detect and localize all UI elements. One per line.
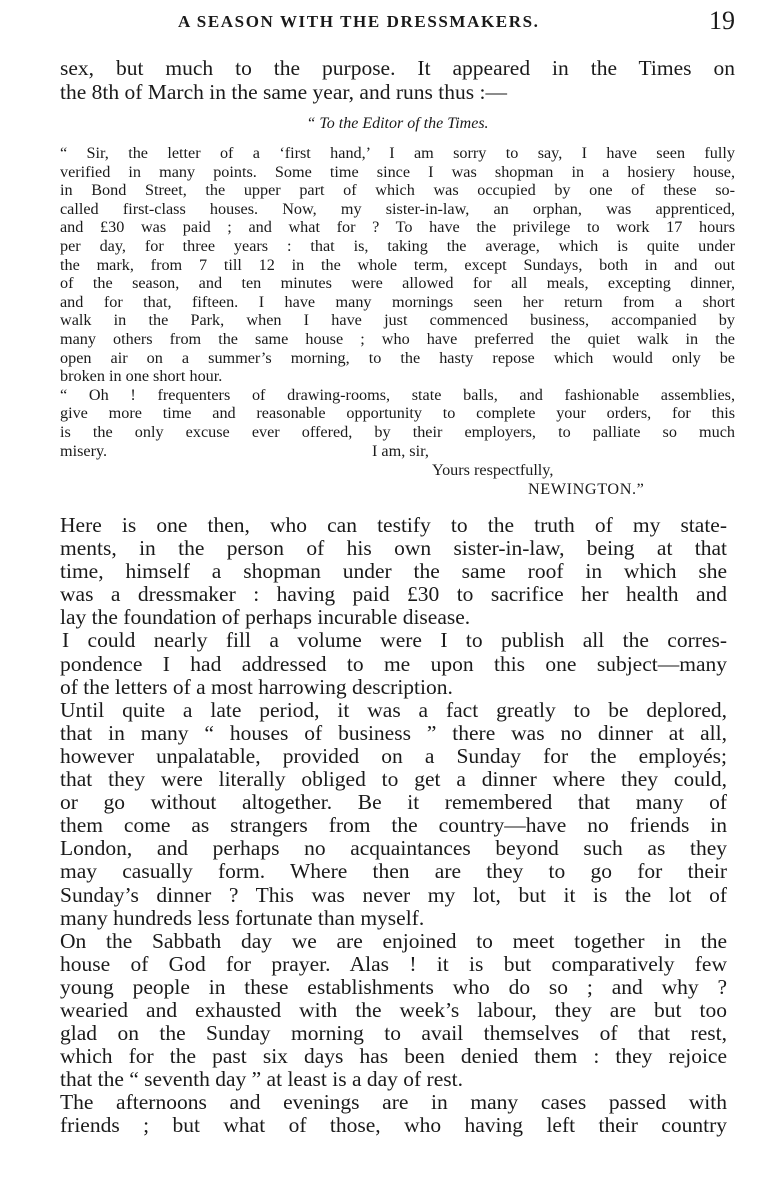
letter-line: broken in one short hour. [60,367,223,386]
body-line: that they were literally obliged to get a dinner where they could, [60,768,727,792]
letter-heading: “ To the Editor of the Times. [306,115,489,132]
letter-signature: NEWINGTON.” [528,480,645,498]
body-line: however unpalatable, provided on a Sunday for the employés; [60,744,727,768]
body-line: that the “ seventh day ” at least is a day of rest. [60,1068,463,1092]
page-number: 19 [709,6,735,35]
letter-line: of the season, and ten minutes were allowed for all meals, excepting dinner, [60,274,735,293]
body-line: wearied and exhausted with the week’s labour, they are but too [60,998,727,1022]
body-line: house of God for prayer. Alas ! it is but comparatively few [60,952,727,976]
body-line: lay the foundation of perhaps incurable disease. [60,606,471,630]
letter-line: in Bond Street, the upper part of which was occupied by one of these so- [60,181,735,200]
letter-text [60,144,735,460]
body-line: glad on the Sunday morning to avail themselves of that rest, [60,1022,727,1046]
letter-line: is the only excuse ever offered, by their employers, to palliate so much [60,422,735,441]
letter-valediction: Yours respectfully, [432,461,554,479]
body-line: Here is one then, who can testify to the truth of my state- [60,514,727,537]
body-line: ments, in the person of his own sister-in-law, being at that [60,537,727,561]
letter-line: per day, for three years : that is, taking the average, which is quite under [60,236,735,255]
body-line: young people in these establishments who do so ; and why ? [60,975,727,999]
body-line: pondence I had addressed to me upon this one subject—many [60,652,727,676]
lead-line: sex, but much to the purpose. It appeared in the Times on [60,56,735,80]
body-line: friends ; but what of those, who having left their country [60,1114,727,1138]
body-line: was a dressmaker : having paid £30 to sacrifice her health and [60,583,727,607]
running-title: A SEASON WITH THE DRESSMAKERS. [178,12,540,31]
body-line: may casually form. Where then are they to go for their [60,860,727,884]
lead-line: the 8th of March in the same year, and runs thus :— [60,80,507,104]
body-text [60,514,727,1138]
lead-paragraph [60,56,735,104]
letter-line: and for that, fifteen. I have many mornings seen her return from a short [60,292,735,311]
letter-line: many others from the same house ; who have preferred the quiet walk in the [60,329,735,348]
body-line: that in many “ houses of business ” there was no dinner at all, [60,721,727,745]
letter-line: and £30 was paid ; and what for ? To have the privilege to work 17 hours [60,218,735,237]
letter-line: verified in many points. Some time since I was shopman in a hosiery house, [60,162,735,181]
running-head [60,8,735,38]
body-line: time, himself a shopman under the same roof in which she [60,560,727,584]
letter-line: open air on a summer’s morning, to the hasty repose which would only be [60,348,735,367]
letter-line: give more time and reasonable opportunity to complete your orders, for this [60,404,735,423]
body-line: Until quite a late period, it was a fact greatly to be deplored, [60,698,727,722]
body-line: Sunday’s dinner ? This was never my lot, but it is the lot of [60,883,727,907]
letter-line: called first-class houses. Now, my sister-in-law, an orphan, was apprenticed, [60,199,735,218]
letter-line: “ Oh ! frequenters of drawing-rooms, state balls, and fashionable assemblies, [60,385,735,404]
body-line: The afternoons and evenings are in many cases passed with [60,1091,727,1115]
letter-line: misery. [60,441,108,460]
body-line: many hundreds less fortunate than myself. [60,906,425,930]
letter-line: the mark, from 7 till 12 in the whole term, except Sundays, both in and out [60,255,735,274]
body-line: or go without altogether. Be it remembered that many of [60,791,727,815]
letter-closing: I am, sir, [372,442,429,460]
body-line: of the letters of a most harrowing description. [60,675,453,699]
body-line: them come as strangers from the country—have no friends in [60,814,727,838]
letter-line: “ Sir, the letter of a ‘first hand,’ I am sorry to say, I have seen fully [60,144,735,162]
body-line: I could nearly fill a volume were I to publish all the corres- [62,629,727,653]
body-line: which for the past six days has been denied them : they rejoice [60,1045,727,1069]
body-line: London, and perhaps no acquaintances beyond such as they [60,837,727,861]
body-line: On the Sabbath day we are enjoined to meet together in the [60,929,727,953]
letter-line: walk in the Park, when I have just commenced business, accompanied by [60,311,735,330]
